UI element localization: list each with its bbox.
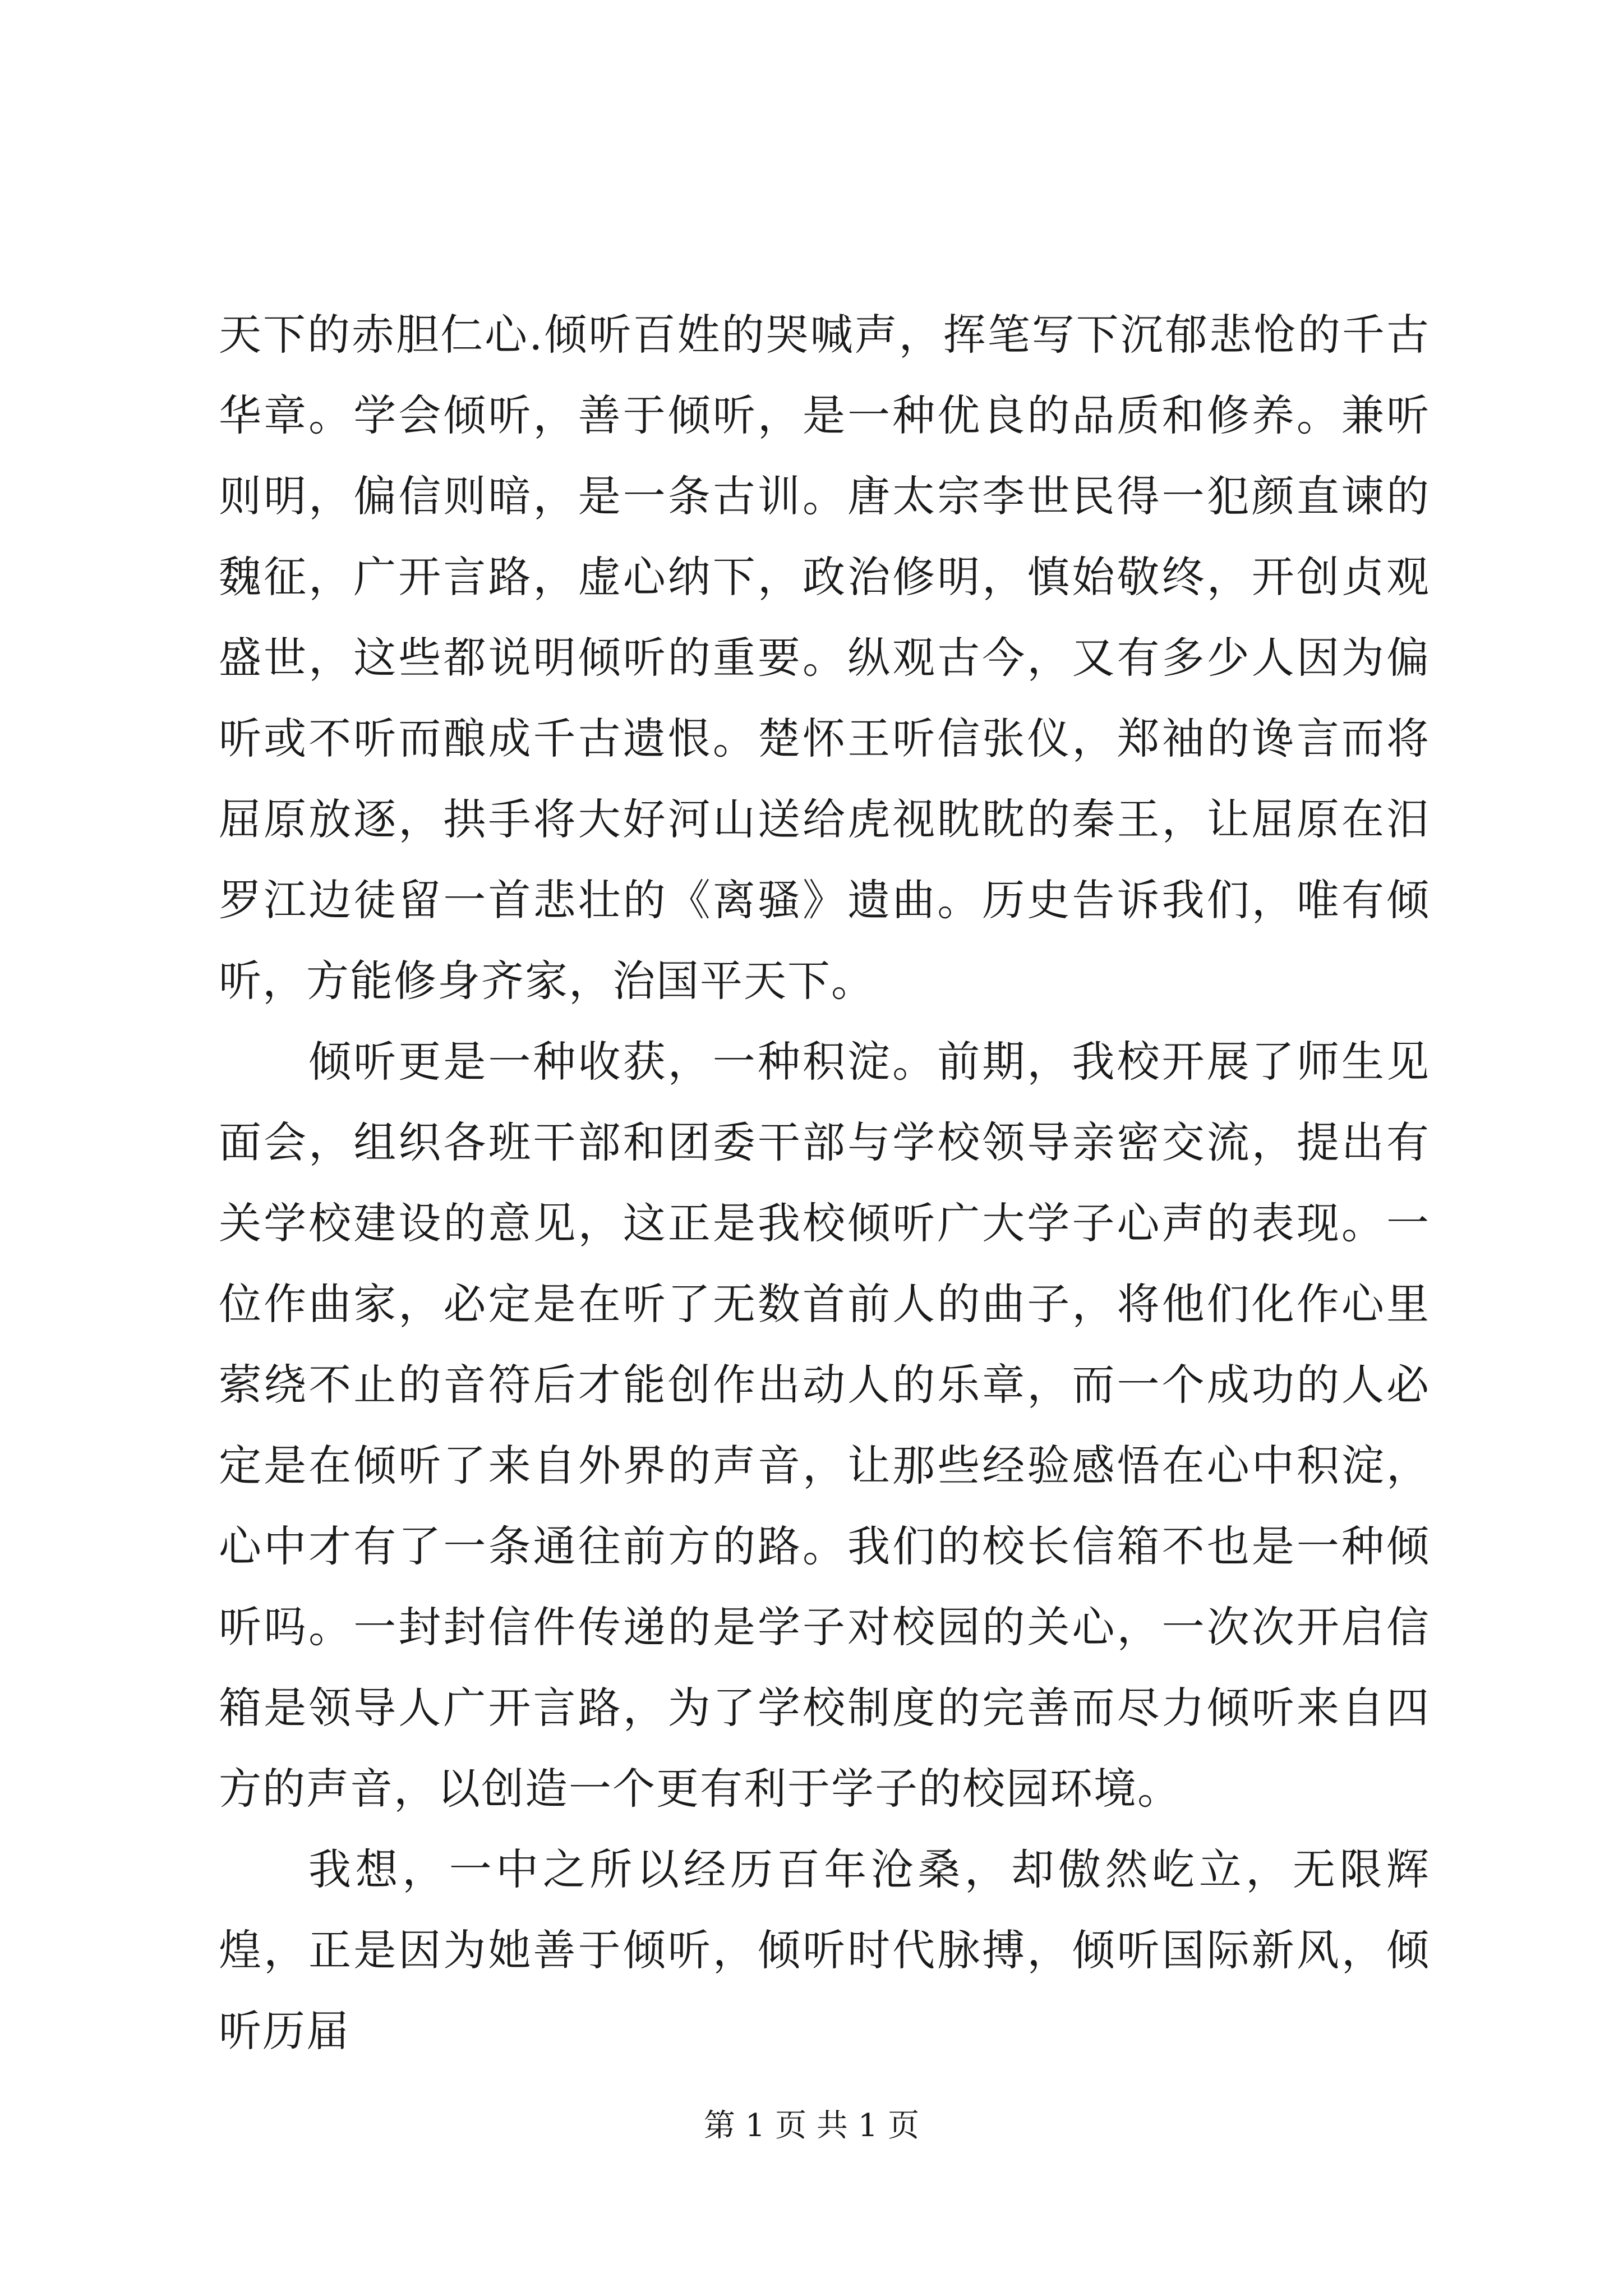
document-body [219,295,1430,2072]
paragraph-1: 天下的赤胆仁心.倾听百姓的哭喊声，挥笔写下沉郁悲怆的千古华章。学会倾听，善于倾听，是一种优良的品质和修养。兼听则明，偏信则暗，是一条古训。唐太宗李世民得一犯颜直谏的魏征，广开言路，虚心纳下，政治修明，慎始敬终，开创贞观盛世，这些都说明倾听的重要。纵观古今，又有多少人因为偏听或不听而酿成千古遗恨。楚怀王听信张仪，郑袖的谗言而将屈原放逐，拱手将大好河山送给虎视眈眈的秦王，让屈原在汨罗江边徒留一首悲壮的《离骚》遗曲。历史告诉我们，唯有倾听，方能修身齐家，治国平天下。 [219,310,1430,1006]
paragraph-3: 我想，一中之所以经历百年沧桑，却傲然屹立，无限辉煌，正是因为她善于倾听，倾听时代脉搏，倾听国际新风，倾听历届 [219,1844,1430,2056]
page-footer: 第 1 页 共 1 页 [703,2108,920,2144]
paragraph-2: 倾听更是一种收获，一种积淀。前期，我校开展了师生见面会，组织各班干部和团委干部与学校领导亲密交流，提出有关学校建设的意见，这正是我校倾听广大学子心声的表现。一位作曲家，必定是在听了无数首前人的曲子，将他们化作心里萦绕不止的音符后才能创作出动人的乐章，而一个成功的人必定是在倾听了来自外界的声音，让那些经验感悟在心中积淀，心中才有了一条通往前方的路。我们的校长信箱不也是一种倾听吗。一封封信件传递的是学子对校园的关心，一次次开启信箱是领导人广开言路，为了学校制度的完善而尽力倾听来自四方的声音，以创造一个更有利于学子的校园环境。 [219,1037,1430,1814]
